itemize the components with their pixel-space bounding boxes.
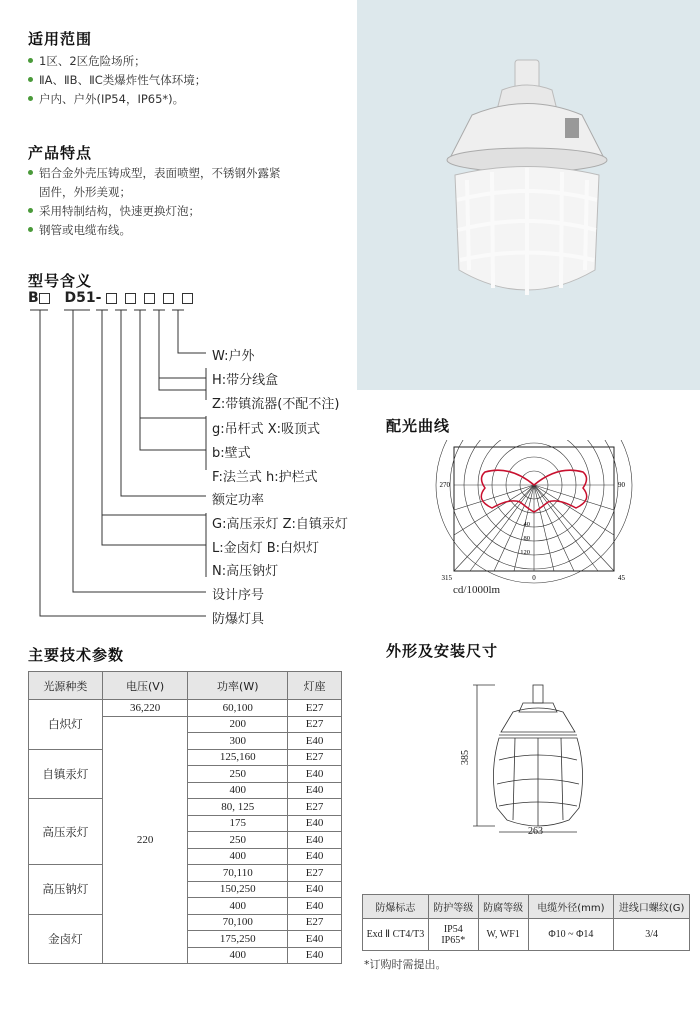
tick-label: 80	[523, 535, 530, 542]
table-row: 400 E40	[29, 848, 342, 865]
lamp-type: 白炽灯	[29, 700, 103, 750]
tick-label: 40	[523, 521, 530, 528]
table-row: 金卤灯 70,100 E27	[29, 914, 342, 931]
features-title: 产品特点	[28, 144, 93, 162]
angle-label: 45	[618, 574, 625, 582]
table-header: 防腐等级	[478, 895, 528, 919]
scope-title: 适用范围	[28, 30, 93, 48]
table-row: 自镇汞灯 125,160 E27	[29, 749, 342, 766]
table-row: Exd Ⅱ CT4/T3 IP54 IP65* W, WF1 Φ10 ~ Φ14 3/4	[363, 919, 690, 951]
voltage-cell: 220	[102, 716, 188, 964]
width-dim: 263	[528, 826, 543, 837]
lamp-type: 金卤灯	[29, 914, 103, 964]
table-row: 白炽灯 36,220 60,100 E27	[29, 700, 342, 717]
table-header: 功率(W)	[188, 672, 288, 700]
table-row: 150,250 E40	[29, 881, 342, 898]
model-label: H:带分线盒	[212, 373, 279, 388]
model-label: 防爆灯具	[212, 612, 265, 627]
table-header: 进线口螺纹(G)	[614, 895, 690, 919]
dimension-drawing	[455, 680, 605, 840]
model-label: 额定功率	[212, 493, 265, 508]
lamp-image	[357, 0, 700, 390]
curve-unit: cd/1000lm	[453, 584, 501, 596]
table-row: 250 E40	[29, 766, 342, 783]
table-header: 电压(V)	[102, 672, 188, 700]
product-photo	[357, 0, 700, 390]
model-code: B D51-	[28, 290, 193, 306]
table-header: 灯座	[288, 672, 342, 700]
table-row: 400 E40	[29, 898, 342, 915]
curve-title: 配光曲线	[386, 417, 451, 435]
list-item: 铝合金外壳压铸成型，表面喷塑，不锈钢外露紧	[28, 164, 281, 183]
model-label: F:法兰式 h:护栏式	[212, 470, 318, 485]
model-label: g:吊杆式 X:吸顶式	[212, 422, 321, 437]
table-row: 400 E40	[29, 782, 342, 799]
model-label: L:金卤灯 B:白炽灯	[212, 541, 320, 556]
table-row: 220 200 E27	[29, 716, 342, 733]
angle-label: 315	[441, 574, 452, 582]
voltage-cell: 36,220	[102, 700, 188, 717]
lamp-type: 高压钠灯	[29, 865, 103, 915]
list-item: 钢管或电缆布线。	[28, 221, 281, 240]
lamp-type: 自镇汞灯	[29, 749, 103, 799]
explosion-table	[362, 894, 690, 951]
table-row: 300 E40	[29, 733, 342, 750]
table-row: 250 E40	[29, 832, 342, 849]
table-row: 高压钠灯 70,110 E27	[29, 865, 342, 882]
list-item: 户内、户外(IP54，IP65*)。	[28, 90, 206, 109]
angle-label: 270	[439, 481, 450, 489]
model-label: N:高压钠灯	[212, 564, 279, 579]
table-header: 光源种类	[29, 672, 103, 700]
angle-label: 0	[532, 574, 536, 582]
list-item: ⅡA、ⅡB、ⅡC类爆炸性气体环境；	[28, 71, 206, 90]
table-header: 防爆标志	[363, 895, 429, 919]
order-note: *订购时需提出。	[364, 958, 447, 971]
specs-title: 主要技术参数	[28, 646, 125, 664]
tick-label: 120	[520, 549, 530, 556]
list-item-continuation: 固件，外形美观；	[39, 185, 131, 199]
height-dim: 385	[460, 750, 471, 765]
table-row: 400 E40	[29, 947, 342, 964]
table-header: 防护等级	[428, 895, 478, 919]
model-label: 设计序号	[212, 588, 265, 603]
light-distribution-chart	[430, 440, 640, 585]
model-label: b:壁式	[212, 446, 251, 461]
table-row: 高压汞灯 80, 125 E27	[29, 799, 342, 816]
model-label: G:高压汞灯 Z:自镇汞灯	[212, 517, 348, 532]
model-label: Z:带镇流器(不配不注)	[212, 397, 340, 412]
model-title: 型号含义	[28, 272, 93, 290]
lamp-type: 高压汞灯	[29, 799, 103, 865]
list-item: 1区、2区危险场所；	[28, 52, 206, 71]
list-item: 采用特制结构，快速更换灯泡；	[28, 202, 281, 221]
angle-label: 90	[618, 481, 625, 489]
specs-table	[28, 671, 342, 964]
dims-title: 外形及安装尺寸	[386, 642, 499, 660]
table-header: 电缆外径(mm)	[528, 895, 614, 919]
table-row: 175,250 E40	[29, 931, 342, 948]
model-label: W:户外	[212, 349, 255, 364]
table-row: 175 E40	[29, 815, 342, 832]
